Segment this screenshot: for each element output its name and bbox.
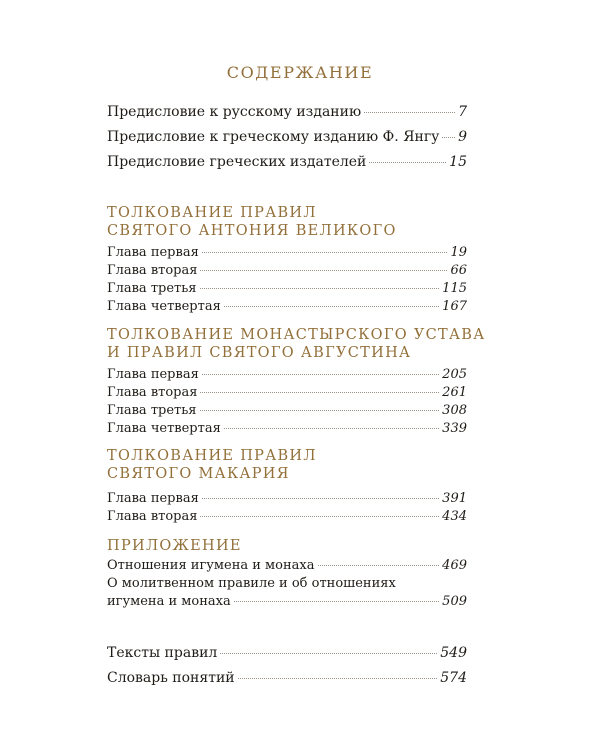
toc-entry-preface-publishers[interactable] bbox=[107, 154, 467, 170]
dot-leader bbox=[200, 409, 440, 411]
toc-entry-page: 15 bbox=[449, 154, 467, 170]
toc-entry-label: Глава первая bbox=[107, 367, 199, 382]
toc-entry-page: 509 bbox=[442, 594, 467, 609]
dot-leader bbox=[200, 287, 440, 289]
toc-entry-label: Предисловие к греческому изданию Ф. Янгу bbox=[107, 129, 440, 145]
dot-leader bbox=[224, 427, 439, 429]
dot-leader bbox=[200, 515, 439, 517]
toc-entry-chapter[interactable] bbox=[107, 509, 467, 524]
toc-entry-label: Отношения игумена и монаха bbox=[107, 558, 315, 573]
toc-entry-rules-texts[interactable] bbox=[107, 645, 467, 661]
toc-entry-page: 66 bbox=[450, 263, 467, 278]
toc-entry-chapter[interactable] bbox=[107, 421, 467, 436]
toc-entry-chapter[interactable] bbox=[107, 385, 467, 400]
section-heading-line: ТОЛКОВАНИЕ МОНАСТЫРСКОГО УСТАВА bbox=[107, 327, 486, 343]
dot-leader bbox=[202, 251, 448, 253]
toc-entry-page: 205 bbox=[442, 367, 467, 382]
toc-entry-label: Глава четвертая bbox=[107, 299, 221, 314]
dot-leader bbox=[442, 136, 455, 138]
toc-entry-page: 167 bbox=[442, 299, 467, 314]
dot-leader bbox=[202, 497, 439, 499]
dot-leader bbox=[200, 269, 447, 271]
section-heading-augustine bbox=[107, 326, 486, 362]
toc-entry-appendix-prayer[interactable] bbox=[107, 594, 467, 609]
toc-entry-label: Глава первая bbox=[107, 245, 199, 260]
dot-leader bbox=[364, 111, 455, 113]
toc-entry-chapter[interactable] bbox=[107, 245, 467, 260]
toc-entry-label: Глава третья bbox=[107, 403, 197, 418]
toc-entry-page: 391 bbox=[442, 491, 467, 506]
dot-leader bbox=[224, 305, 439, 307]
section-heading-macarius bbox=[107, 447, 317, 483]
toc-entry-page: 339 bbox=[442, 421, 467, 436]
dot-leader bbox=[318, 564, 440, 566]
section-heading-line: ТОЛКОВАНИЕ ПРАВИЛ bbox=[107, 205, 317, 221]
toc-entry-page: 9 bbox=[458, 129, 467, 145]
toc-entry-page: 549 bbox=[440, 645, 467, 661]
dot-leader bbox=[369, 161, 446, 163]
toc-entry-label: Словарь понятий bbox=[107, 670, 235, 686]
dot-leader bbox=[200, 391, 439, 393]
toc-entry-page: 434 bbox=[442, 509, 467, 524]
toc-entry-preface-greek[interactable] bbox=[107, 129, 467, 145]
toc-entry-page: 261 bbox=[442, 385, 467, 400]
toc-entry-chapter[interactable] bbox=[107, 367, 467, 382]
dot-leader bbox=[234, 600, 439, 602]
toc-entry-label: Глава третья bbox=[107, 281, 197, 296]
toc-entry-preface-russian[interactable] bbox=[107, 104, 467, 120]
toc-entry-appendix-relations[interactable] bbox=[107, 558, 467, 573]
toc-entry-chapter[interactable] bbox=[107, 403, 467, 418]
toc-entry-chapter[interactable] bbox=[107, 281, 467, 296]
toc-entry-page: 7 bbox=[458, 104, 467, 120]
section-heading-appendix: ПРИЛОЖЕНИЕ bbox=[107, 538, 242, 554]
section-heading-line: СВЯТОГО АНТОНИЯ ВЕЛИКОГО bbox=[107, 223, 397, 239]
toc-entry-label: Глава четвертая bbox=[107, 421, 221, 436]
section-heading-line: ТОЛКОВАНИЕ ПРАВИЛ bbox=[107, 448, 317, 464]
toc-entry-chapter[interactable] bbox=[107, 263, 467, 278]
toc-entry-chapter[interactable] bbox=[107, 491, 467, 506]
toc-entry-label: Глава вторая bbox=[107, 385, 198, 400]
dot-leader bbox=[238, 677, 438, 679]
toc-entry-label: Глава вторая bbox=[107, 509, 198, 524]
toc-entry-chapter[interactable] bbox=[107, 299, 467, 314]
toc-entry-label: игумена и монаха bbox=[107, 594, 231, 609]
toc-entry-label: Тексты правил bbox=[107, 645, 218, 661]
section-heading-antony bbox=[107, 204, 397, 240]
toc-entry-label: Глава первая bbox=[107, 491, 199, 506]
toc-entry-appendix-prayer-line1[interactable]: О молитвенном правиле и об отношениях bbox=[107, 576, 396, 591]
toc-entry-label: Предисловие греческих издателей bbox=[107, 154, 367, 170]
toc-entry-glossary[interactable] bbox=[107, 670, 467, 686]
toc-entry-label: Глава вторая bbox=[107, 263, 198, 278]
toc-entry-page: 19 bbox=[450, 245, 467, 260]
section-heading-line: СВЯТОГО МАКАРИЯ bbox=[107, 466, 290, 482]
toc-entry-page: 115 bbox=[442, 281, 467, 296]
toc-entry-label: Предисловие к русскому изданию bbox=[107, 104, 362, 120]
toc-entry-page: 574 bbox=[440, 670, 467, 686]
toc-entry-page: 469 bbox=[442, 558, 467, 573]
toc-title: СОДЕРЖАНИЕ bbox=[226, 63, 374, 82]
section-heading-line: И ПРАВИЛ СВЯТОГО АВГУСТИНА bbox=[107, 345, 412, 361]
dot-leader bbox=[202, 373, 439, 375]
dot-leader bbox=[220, 652, 437, 654]
toc-entry-page: 308 bbox=[442, 403, 467, 418]
